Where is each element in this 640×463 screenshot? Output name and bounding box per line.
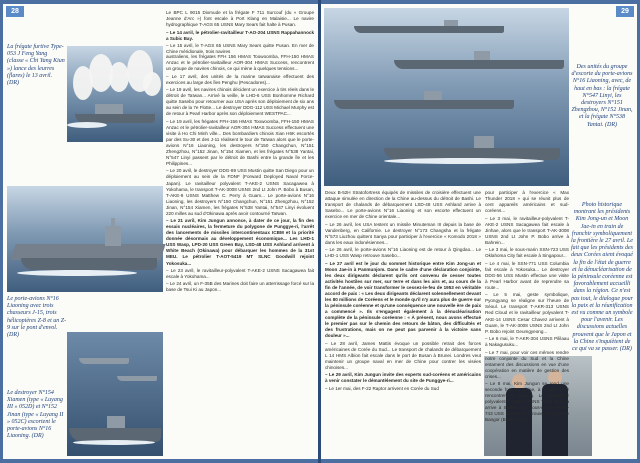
photo-frigate-flares	[67, 46, 163, 142]
text-column-left: australiens, les frégates FFH 156 HMAS Toowoomba, FFH-150 HMAS Anzac et le pétrolier-ravitailleur AOR-304 HMAS Success, rencontrent un groupe de navires chinois, ce qui mène à quelques tensions... – Le 17 avril, des unités de la marine taïwanaise effectuent des exercices au large des îles Penghu (Pescadores)... – Le 19 avril, les navires chinois décident un exercice à tirs réels dans le détroit de Taïwan... Arrivé la veille, le LHD-6 USS Bonhomme Richard quitte Sasebo pour retourner aux USA après son déploiement de six ans au sein de la 7e Flotte... Le destroyer DDG-112 USS Michael Murphy est de retour à Pearl Harbor après son déploiement WESTPAC... – Le 19 avril, les frégates FFH-156 HMAS Toowoomba, FFH-150 HMAS Anzac et le pétrolier-ravitailleur AOR-304 HMAS Success effectuent une visite à Ho Chi Minh ville... Des bombardiers chinois Xian H6K escortés par des Su-30 et des J-11 réalisent le tour de Taïwan alors que le porte-avions N°16 Liaoning, les destroyers N°150 Changchun, N°151 Zhengzhou, N°152 Jinan, N°154 Xiamen, et les frégates N°538 Yantai, N°547 Linyi passent par le détroit de Bashi entre la grande île et les Philippines... – Le 20 avril, le destroyer DDG-89 USS Mustin quitte San Diego pour un déploiement au sein de la FDNF (Forward Deployed Naval Force-Japan). Le ravitailleur polyvalent T-AKE-2 USNS Sacagawea à Yokohama, le transport T-AK-3008 USNS 2nd Lt John P. Bobo à Busan, T-AKE-9 USNS Matthew C. Perry à Guam... Le porte-avions N°16 Liaoning, les destroyers N°150 Changchun, N°151 Zhengzhou, N°152 Jinan, N°154 Xiamen, les frégates N°538 Yantai, N°547 Linyi évoluent 220 milles au sud d'Okinawa après avoir contourné Taïwan. – Le 21 avril, Kim Jungun annonce, à dater de ce jour, la fin des essais nucléaires, la fermeture du polygone de Punggye-ri, l'arrêt des lancements de missiles intercontinentaux ICBM et la priorité donnée désormais au développement économique... Les LHD-1 USS Wasp, LPD-20 USS Green Bay, LSD-48 USS Ashland arrivent à White Beach (Okinawa) pour débarquer les hommes de la 31st MEU. Le pétrolier T-AOT-5419 MT SLNC Goodwill rejoint Yokosuka... – Le 23 avril, le ravitailleur-polyvalent T-AKE-2 USNS Sacagawea fait escale à Yokohama... – Le 24 avril, un F-35B des Marines doit faire un atterrissage forcé sur la base de Tsui Ki au Japon...	[166, 54, 315, 293]
photo-destroyers-escort	[67, 332, 163, 456]
text-column-right-2: pour participer à l'exercice « Max Thunder 2018 » qui se réunit plus de cent appareils américains et sud-coréens... – Le 3 mai, le ravitailleur-polyvalent T-AKE-2 USNS Sacagawea fait escale à Jinhae, alors que le transport T-AK-3008 USNS 2nd Lt John P. Bobo arrive à Bahrein... – Le 3 mai, le sous-marin SSN-723 USS Oklahoma City fait escale à Singapour... – Le 4 mai, le SSN-771 USS Columbia fait escale à Yokosuka... Le destroyer DDG-56 USS Mustin effectue une visite à Pearl Harbor avant de reprendre sa route... – Le 5 mai, geste symbolique, Pyongyang se réaligne sur l'heure de Séoul. Le transport T-AKR-313 USNS Red Cloud et le ravitailleur polyvalent T-AKE-14 USNS Cesar Chavez arrivent à Guam, le T-AK-3008 USNS 2nd Lt John P. Bobo rejoint Geumgyeong... – Le 6 mai, le T-AKR-304 USNS Pililaau à Nakagusuku... – Le 7 mai, pour voir ces mêmes rendre notre conjointe du Sud et la Chine entament des discussions en vue d'une coopération en matière de gestion des crises... – Le 8 mai, Kim Jungun se rend une seconde fois en Chine, à Dalian, pour rencontrer Xi Jinping. Le ravitailleur polyvalent T-AKE-8 USNS Wally Schirra arrive à Sasebo. Le sous-marin SSBN-743 USS Louisiana retrouve sa base de Bangor (Bremerton)...	[485, 190, 569, 423]
text-column-right-1: Deux B-52H Stratofortress équipés de missiles de croisière effectuent une attaque simulée en direction de la Chine au-dessus du détroit de Bashi. Le transport de chalands de débarquement LSD-48 USS Ashland arrive à Sasebo... Le porte-avions N°16 Liaoning et son escorte effectuent un exercice en mer de Chine orientale... – Le 26 avril, les USA testent un missile Minuteman III depuis la base de Vandenberg, en Californie. Le destroyer N°173 Changsha et la frégate N°573 Liuzhou quittent Sanya pour participer à l'exercice « Komodo 2018 » dans les eaux indonésiennes... – Le 26 avril, le porte-avions N°16 Liaoning est de retour à Qingdao... Le LHD-1 USS Wasp retrouve Sasebo... – Le 27 avril est le jour du sommet historique entre Kim Jong-un et Moon Jae-in à Panmunjom. Dans le cadre d'une déclaration conjointe, les deux dirigeants déclarent qu'ils ont convenu de cesser toutes activités hostiles sur mer, sur terre et dans les airs et, au cours de la fin de l'année, de voir transformer le cessez-le-feu de 1953 en véritable accord de paix : « Les deux dirigeants déclarent solennellement devant les 80 millions de Coréens et le monde qu'il n'y aura plus de guerre sur la péninsule coréenne et qu'une conséquence une nouvelle ère de paix a commencé ». Ils s'engagent également à la dénucléarisation complète de la péninsule coréenne : « À présent, nous avons effectué le premier pas sur le chemin des retours de bâton, des difficultés et des frustrations, mais on ne peut pas parvenir à la victoire sans douleur »... – Le 28 avril, James Mattis évoque un possible retrait des forces américaines de Corée du Sud... Le transport de chalands de débarquement L 14 HMS Albion fait escale dans le port de Busan à Brunei. Londres veut maintenir un groupe naval en mer de Chine pour contrer les visées chinoises... – Le 29 avril, Kim Jungun invite des experts sud-coréens et américains à venir constater le démantèlement du site de Punggye-ri... – Le 1er mai, des F-22 Raptor arrivent en Corée du Sud	[325, 190, 481, 391]
page-number-left: 28	[6, 6, 24, 17]
photo-carrier-liaoning	[7, 186, 163, 292]
left-page	[3, 4, 318, 459]
caption-presidents: Photo historique montrant les présidents Kim Jong-un et Moon Jae-in en train de franchir symboliquement la frontière le 27 avril. Le fait que les présidents des deux Corées aient évoqué la fin de l'état de guerre et la dénucléarisation de la péninsule coréenne est favorablement accueilli dans la région. Ce n'est pas tout, le dialogue pour la paix et la réunification est vu comme un symbole pour l'avenir. Les discussions actuelles prouvent que le Japon et la Chine s'inquiètent de ce qui va se passer. (DR)	[571, 202, 633, 353]
caption-destroyers: Le destroyer N°154 Xiamen (type « Luyang III » 052D) et N°152 Jinan (type « Luyang II » 052C) escortent le porte-avions N°16 Liaoning. (DR)	[7, 390, 64, 440]
caption-escort-group: Des unités du groupe d'escorte du porte-avions N°16 Liaoning, avec, de haut en bas : la frégate N°547 Linyi, les destroyers N°151 Zhengzhou, N°152 Jinan, et la frégate N°538 Yantai. (DR)	[571, 64, 633, 128]
text-column-left-top: Le BPC L 9015 Dixmude et la frégate F 711 Surcouf (du « Groupe Jeanne d'Arc ») font escale à Port Klang en Malaisie... Le navire hydrographique T-AGS 65 USNS Mary Sears fait halte à Pusan. – Le 14 avril, le pétrolier-ravitailleur T-AO-204 USNS Rappahannock a Subic Bay. – Le 15 avril, le T-AGS 65 USNS Mary Sears quitte Pusan. En mer de Chine méridionale, trois navires	[166, 10, 314, 55]
page-number-right: 29	[616, 6, 634, 17]
photo-escort-group	[324, 8, 569, 186]
right-page	[321, 4, 637, 459]
caption-carrier: Le porte-avions N°16 Liaoning avec trois chasseurs J-15, trois hélicoptères Z-8 et un Z-9 sur le pont d'envol. (DR)	[7, 296, 67, 339]
caption-frigate-flares: La frégate furtive Type-053 J Feng Yang (classe « Chi Yang Kiun ») lance des leurres (flares) le 13 avril. (DR)	[7, 44, 65, 87]
